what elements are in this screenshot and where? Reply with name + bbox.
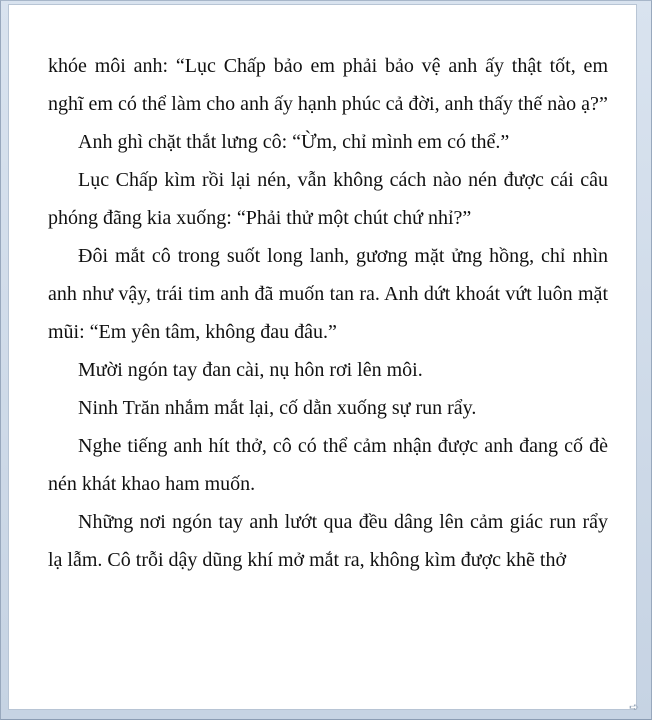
next-page-arrow-icon[interactable]: ➪: [629, 700, 640, 714]
paragraph: Mười ngón tay đan cài, nụ hôn rơi lên môi.: [78, 359, 423, 381]
paragraph: khóe môi anh: “Lục Chấp bảo em phải bảo vệ anh ấy thật tốt, em nghĩ em có thể làm cho anh ấy hạnh phúc cả đời, anh thấy thế nào ạ?”: [48, 55, 608, 115]
paragraph: Anh ghì chặt thắt lưng cô: “Ừm, chỉ mình em có thể.”: [78, 131, 510, 153]
paragraph: Nghe tiếng anh hít thở, cô có thể cảm nhận được anh đang cố đè nén khát khao ham muốn.: [48, 435, 608, 495]
document-page: [9, 5, 636, 709]
paragraph: Lục Chấp kìm rồi lại nén, vẫn không cách nào nén được cái câu phóng đãng kia xuống: “Phải thử một chút chứ nhỉ?”: [48, 169, 608, 229]
page-text: [48, 47, 608, 579]
paragraph: Ninh Trăn nhắm mắt lại, cố dằn xuống sự run rẩy.: [78, 397, 477, 419]
paragraph: Những nơi ngón tay anh lướt qua đều dâng lên cảm giác run rẩy lạ lẫm. Cô trỗi dậy dũng khí mở mắt ra, không kìm được khẽ thở: [48, 511, 608, 571]
paragraph: Đôi mắt cô trong suốt long lanh, gương mặt ửng hồng, chỉ nhìn anh như vậy, trái tim anh đã muốn tan ra. Anh dứt khoát vứt luôn mặt mũi: “Em yên tâm, không đau đâu.”: [48, 245, 608, 343]
